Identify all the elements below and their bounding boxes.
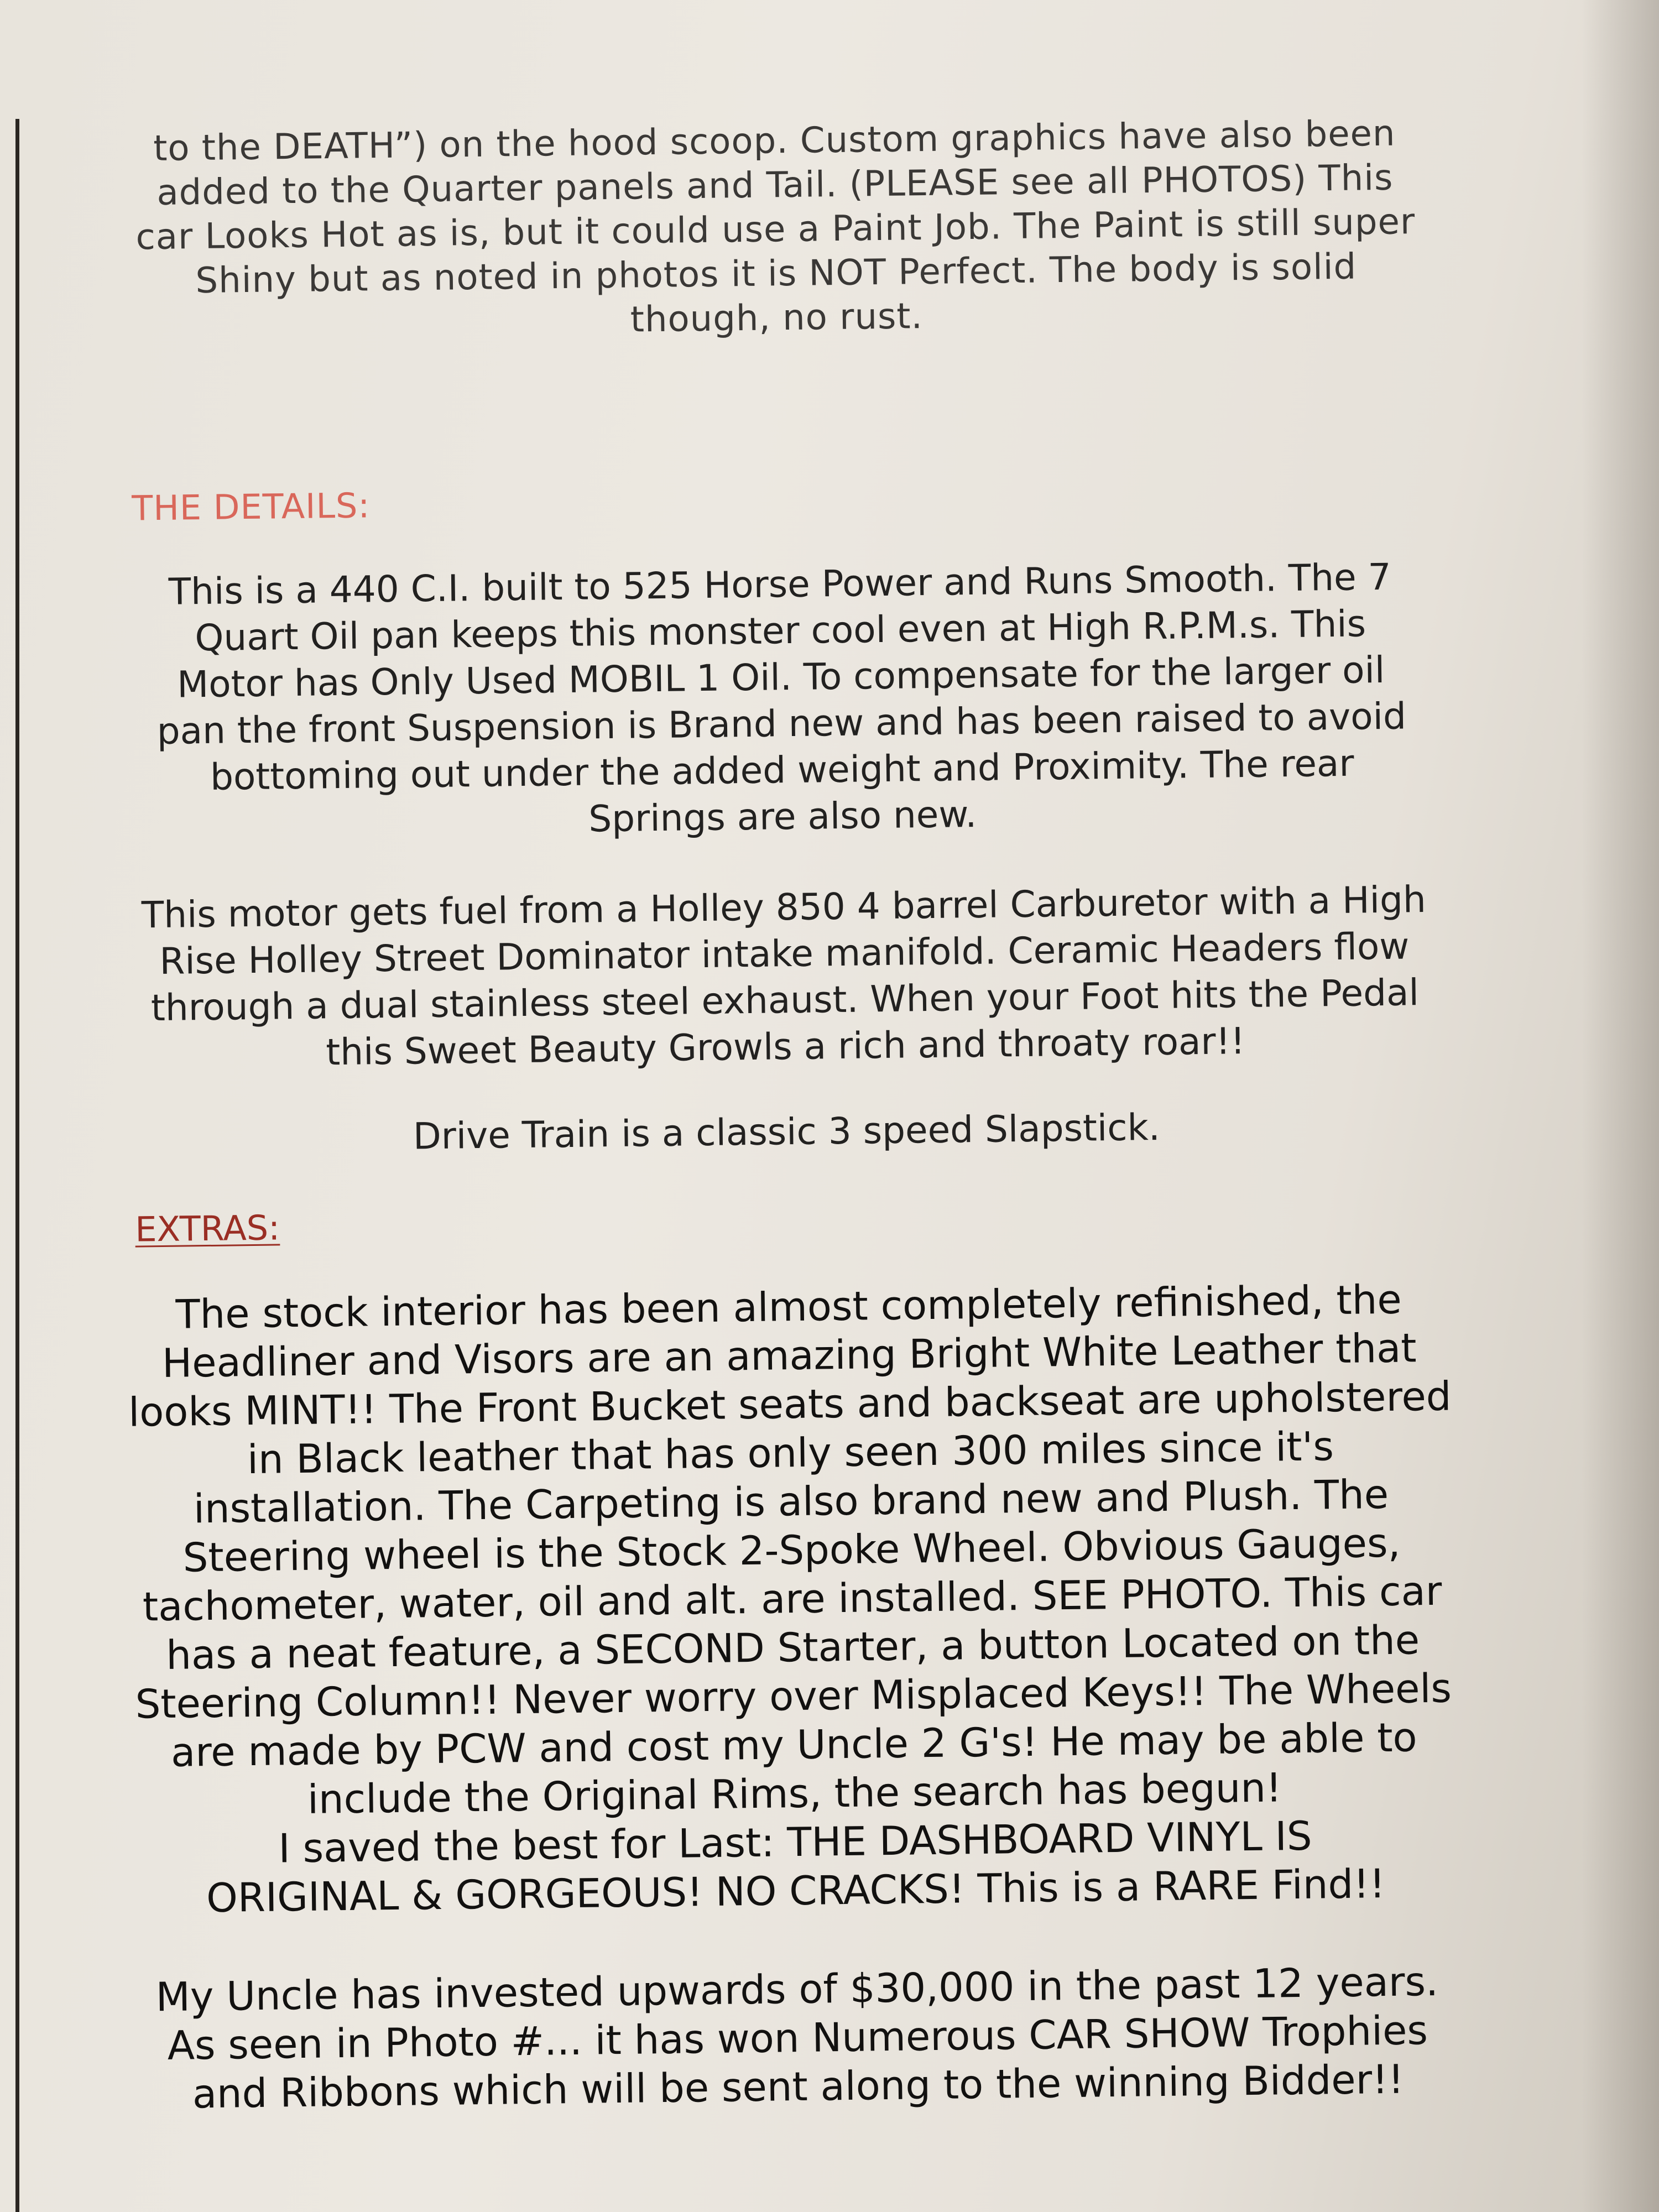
details-heading: THE DETAILS: xyxy=(131,485,371,529)
intro-paragraph: to the DEATH”) on the hood scoop. Custom graphics have also been added to the Quarter panels and Tail. (PLEASE see all PHOTOS) This car Looks Hot as is, but it could use a Paint Job. The Paint is still super Shiny but as noted in photos it is NOT Perfect. The body is solid though, no rust. xyxy=(135,113,1416,341)
binding-edge xyxy=(15,119,19,2212)
extras-paragraph-dashboard: I saved the best for Last: THE DASHBOARD VINYL IS ORIGINAL & GORGEOUS! NO CRACKS! This is a RARE Find!! xyxy=(206,1812,1386,1922)
details-paragraph-drivetrain: Drive Train is a classic 3 speed Slapstick. xyxy=(413,1105,1161,1158)
details-paragraph-engine: This is a 440 C.I. built to 525 Horse Power and Runs Smooth. The 7 Quart Oil pan keeps this monster cool even at High R.P.M.s. This Motor has Only Used MOBIL 1 Oil. To compensate for the larger oil pan the front Suspension is Brand new and has been raised to avoid bottoming out under the added weight and Proximity. The rear Springs are also new. xyxy=(156,555,1407,841)
extras-heading: EXTRAS: xyxy=(134,1207,280,1250)
extras-paragraph-investment: My Uncle has invested upwards of $30,000 in the past 12 years. As seen in Photo #... it has won Numerous CAR SHOW Trophies and Ribbons which will be sent along to the winning Bidder!! xyxy=(155,1958,1439,2117)
details-paragraph-fuel: This motor gets fuel from a Holley 850 4 barrel Carburetor with a High Rise Holley Street Dominator intake manifold. Ceramic Headers flow through a dual stainless steel exhaust. When your Foot hits the Pedal this Sweet Beauty Growls a rich and throaty roar!! xyxy=(141,878,1427,1074)
extras-paragraph-interior: The stock interior has been almost completely refinished, the Headliner and Visors are an amazing Bright White Leather that looks MINT!! The Front Bucket seats and backseat are upholstered in Black leather that has only seen 300 miles since it's installation. The Carpeting is also brand new and Plush. The Steering wheel is the Stock 2-Spoke Wheel. Obvious Gauges, tachometer, water, oil and alt. are installed. SEE PHOTO. This car has a neat feature, a SECOND Starter, a button Located on the Steering Column!! Never worry over Misplaced Keys!! The Wheels are made by PCW and cost my Uncle 2 G's! He may be able to include the Original Rims, the search has begun! xyxy=(128,1276,1452,1823)
page-shadow xyxy=(1582,0,1659,2212)
document-content xyxy=(111,111,1462,2119)
